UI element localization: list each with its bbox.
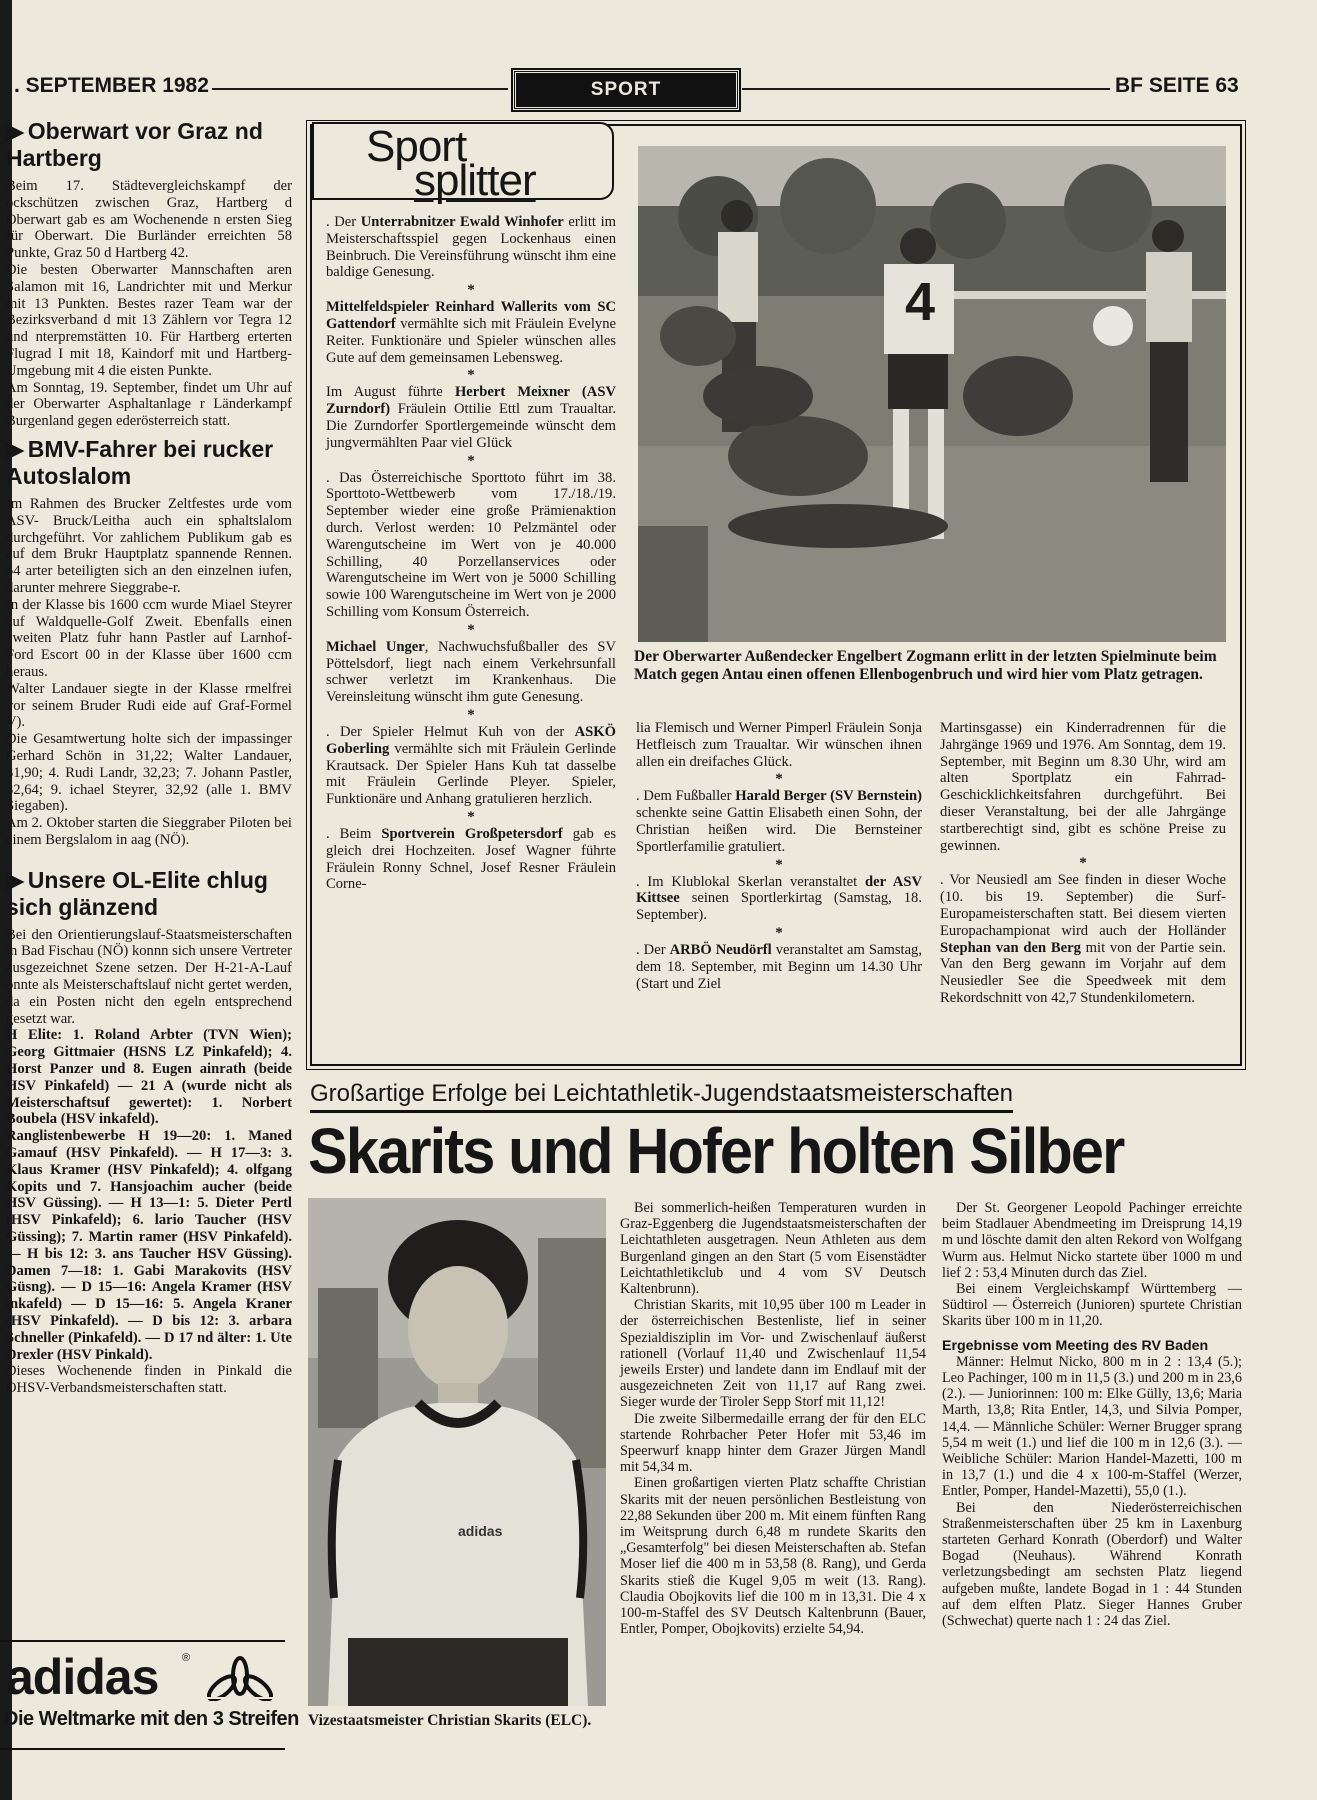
registered-mark: ® [182, 1652, 191, 1664]
section-label: SPORT [513, 70, 739, 110]
logo-line-1: Sport [366, 122, 467, 171]
ad-rule-bottom [0, 1748, 285, 1750]
paragraph: Christian Skarits, mit 10,95 über 100 m Leader in der österreichischen Bestenliste, lief in seiner Spezialdisziplin im Vor- und Zwischenlauf äußerst rationell (Vorlauf 11,40 und Zwischenlauf 11,54 jeweils Erster) und landete dann im Endlauf mit der ausgezeichneten Zeit von 11,17 auf Rang zwei. Sieger wurde der Tiroler Sepp Storf mit 11,12! [620, 1297, 926, 1411]
news-item: Mittelfeldspieler Reinhard Wallerits vom SC Gattendorf vermählte sich mit Fräulein Evelyne Reiter. Funktionäre und Spieler wünschen alles Gute auf dem gemeinsamen Lebensweg. [326, 299, 616, 366]
trefoil-logo-icon [200, 1654, 280, 1706]
article-kicker: Großartige Erfolge bei Leichtathletik-Jugendstaatsmeisterschaften [310, 1080, 1013, 1113]
separator-asterisk-icon: * [467, 452, 475, 469]
header-rule-right [742, 88, 1110, 90]
separator-asterisk-icon: * [467, 621, 475, 638]
separator-asterisk-icon: * [775, 771, 783, 788]
paragraph: Männer: Helmut Nicko, 800 m in 2 : 13,4 (5.); Leo Pachinger, 100 m in 11,5 (3.) und 200 m in 23,6 (2.). — Juniorinnen: 100 m: Elke Gülly, 13,6; Maria Marth, 13,8; Rita Entler, 14,3, und Silvia Pomper, 14,4. — Männliche Schüler: Werner Brugger sprang 5,54 m weit (1.) und lief die 100 m in 12,6 (3.). — Weibliche Schüler: Marion Handel-Mazetti, 100 m in 13,7 (1.) und die 4 x 100-m-Staffel (Werzer, Entler, Pomper, Handel-Mazetti), 55,0 (1.). [942, 1353, 1242, 1500]
paragraph: Am Sonntag, 19. September, findet um Uhr auf der Oberwarter Asphaltanlage r Länderkampf Burgenland gegen ederösterreich statt. [6, 379, 292, 430]
adidas-advertisement [0, 1648, 299, 1738]
news-item: . Der Spieler Helmut Kuh von der ASKÖ Goberling vermählte sich mit Fräulein Gerlinde Krautsack. Der Spieler Hans Kuh tat dasselbe mit Fräulein Gerlinde Pleyer. Spieler, Funktionäre und Anhang gratulieren herzlich. [326, 723, 616, 808]
article-headline: ▶ BMV-Fahrer bei rucker Autoslalom [6, 435, 274, 489]
paragraph: Die zweite Silbermedaille errang der für den ELC startende Rohrbacher Peter Hofer mit 53,46 im Speerwurf knapp hinter dem Grazer Jürgen Mandl mit 54,34 m. [620, 1410, 926, 1476]
ad-rule-top [0, 1640, 285, 1642]
results-subheading: Ergebnisse vom Meeting des RV Baden [942, 1337, 1209, 1354]
paragraph: Ranglistenbewerbe H 19—20: 1. Maned Gamauf (HSV Pinkafeld). — H 17—3: 3. Klaus Kramer (HSV Pinkafeld); 4. olfgang Kopits und 7. Hansjoachim aucher (beide HSV Güssing). — H 13—1: 5. Dieter Pertl (HSV Pinkafeld); 6. lario Taucher (HSV Güssing); 7. Martin ramer (HSV Pinkafeld). — H bis 12: 3. ans Taucher HSV Güssing). Damen 7—18: 1. Gabi Marakovits (HSV Güsng). — D 15—16: Angela Kramer (HSV inkafeld) — D 15—16: 5. Angela Kraner (HSV Pinkafeld). — D bis 12: 3. arbara Schneller (Pinkafeld). — D 17 nd älter: 1. Ute Drexler (HSV Pinkald). [6, 1128, 292, 1363]
header-rule-left [212, 88, 508, 90]
page-number: BF SEITE 63 [1115, 74, 1239, 97]
news-item: Martinsgasse) ein Kinderradrennen für die Jahrgänge 1969 und 1976. Am Sonntag, dem 19. September, mit Beginn um 8.30 Uhr, wird am alten Sportplatz ein Fahrrad-Geschicklichkeitsfahren durchgeführt. Bei dieser Veranstaltung, bei der alle Jahrgänge startberechtigt sind, gibt es schöne Preise zu gewinnen. [940, 720, 1226, 854]
paragraph: In der Klasse bis 1600 ccm wurde Miael Steyrer auf Waldquelle-Golf Zweit. Ebenfalls einen zweiten Platz fuhr hann Pastler auf Larnhof-Ford Escort 00 in der Klasse über 1600 ccm heraus. [6, 596, 292, 680]
jersey-number: 4 [904, 272, 936, 332]
ad-brand: adidas [6, 1649, 159, 1705]
paragraph: Am 2. Oktober starten die Sieggraber Piloten bei einem Bergslalom in aag (NÖ). [6, 815, 292, 848]
shirt-logo-text: adidas [458, 1523, 503, 1539]
paragraph: Bei sommerlich-heißen Temperaturen wurden in Graz-Eggenberg die Jugendstaatsmeisterschaften der Leichtathleten ausgetragen. Neun Athleten aus dem Burgenland gingen an den Start (5 vom Eisenstädter Leichtathletikclub und 4 vom SV Deutsch Kaltenbrunn). [620, 1200, 926, 1298]
article-headline: Skarits und Hofer holten Silber [308, 1115, 1124, 1187]
paragraph: H Elite: 1. Roland Arbter (TVN Wien); Georg Gittmaier (HSNS LZ Pinkafeld); 4. Horst Panzer und 8. Eugen ainrath (beide HSV Pinkafeld) — 21 A (wurde nicht als Meisterschaftsuf gewertet): 1. Norbert Boubela (HSV inkafeld). [6, 1027, 292, 1128]
news-item: . Der ARBÖ Neudörfl veranstaltet am Samstag, dem 18. September, mit Beginn um 14.30 Uhr (Start und Ziel [636, 941, 922, 992]
paragraph: Die Gesamtwertung holte sich der impassinger Gerhard Schön in 31,22; Walter Landauer, 31,90; 4. Rudi Landr, 32,23; 7. Johann Pastler, 32,64; 9. ichael Steyrer, 32,92 (alle 1. BMV Siegaben). [6, 731, 292, 815]
paragraph: Walter Landauer siegte in der Klasse rmelfrei vor seinem Bruder Rudi eide auf Graf-Formel V). [6, 680, 292, 731]
skarits-portrait-photo [308, 1198, 606, 1706]
news-item: . Das Österreichische Sporttoto führt im 38. Sporttoto-Wettbewerb vom 17./18./19. September wieder eine große Prämienaktion durch. Verlost werden: 10 Pelzmäntel oder Warengutscheine im Wert von je 40.000 Schilling, 40 Porzellanservices oder Warengutscheine im Wert von je 5000 Schilling sowie 100 Warengutscheine im Wert von je 2000 Schilling vom Konsum Österreich. [326, 469, 616, 620]
separator-asterisk-icon: * [467, 282, 475, 299]
article-headline: ▶ Oberwart vor Graz nd Hartberg [6, 118, 263, 171]
separator-asterisk-icon: * [467, 808, 475, 825]
separator-asterisk-icon: * [467, 706, 475, 723]
sportsplitter-logo [312, 122, 614, 205]
sportsplitter-column-2 [636, 720, 922, 992]
paragraph: Im Rahmen des Brucker Zeltfestes urde vom ASV- Bruck/Leitha auch ein sphaltslalom durchgeführt. Vor zahlichem Publikum gab es auf dem Brukr Hauptplatz spannende Rennen. 54 arter beteiligten sich an den einzelnen iufen, darunter mehrere Sieggrabe-r. [6, 495, 292, 596]
portrait-photo-caption: Vizestaatsmeister Christian Skarits (ELC). [308, 1712, 592, 1729]
portrait-illustration [308, 1198, 606, 1706]
article-headline: ▶ Unsere OL-Elite chlug sich glänzend [6, 866, 268, 920]
paragraph: Dieses Wochenende finden in Pinkald die OHSV-Verbandsmeisterschaften statt. [6, 1363, 292, 1397]
news-item: . Der Unterrabnitzer Ewald Winhofer erlitt im Meisterschaftsspiel gegen Lockenhaus einen Beinbruch. Die Vereinsführung wünscht ihm eine baldige Genesung. [326, 214, 616, 281]
news-item: Im August führte Herbert Meixner (ASV Zurndorf) Fräulein Ottilie Ettl zum Traualtar. Die Zurndorfer Sportlergemeinde wünscht dem jungvermählten Paar viel Glück [326, 384, 616, 451]
news-item: . Dem Fußballer Harald Berger (SV Bernstein) schenkte seine Gattin Elisabeth einen Sohn, der Christian heißen wird. Die Bernsteiner Sportlerfamilie gratuliert. [636, 788, 922, 855]
separator-asterisk-icon: * [1079, 855, 1087, 872]
paragraph: Der St. Georgener Leopold Pachinger erreichte beim Stadlauer Abendmeeting im Dreisprung 14,19 m und löschte damit den alten Rekord von Wolfgang Wurm aus. Helmut Nicko startete über 1000 m und lief 2 : 53,4 Minuten durch das Ziel. [942, 1200, 1242, 1281]
football-photo-caption: Der Oberwarter Außendecker Engelbert Zogmann erlitt in der letzten Spielminute beim Match gegen Antau einen offenen Ellenbogenbruch und wird hier vom Platz getragen. [634, 648, 1217, 683]
sportsplitter-column-1 [326, 214, 616, 893]
news-item: . Vor Neusiedl am See finden in dieser Woche (10. bis 19. September) die Surf-Europameisterschaften statt. Bei diesem vierten Europachampionat wird auch der Holländer Stephan van den Berg mit von der Partie sein. Van den Berg gewann im Vorjahr auf dem Neusiedler See die Speedweek mit dem Rekordschnitt von 42,7 Stundenkilometern. [940, 872, 1226, 1006]
photo-illustration [638, 146, 1226, 642]
main-article-column-2 [942, 1200, 1242, 1629]
separator-asterisk-icon: * [775, 924, 783, 941]
separator-asterisk-icon: * [467, 367, 475, 384]
paragraph: Die besten Oberwarter Mannschaften aren Salamon mit 16, Landrichter mit und Merkur mit 13 Punkten. Bestes razer Team war der Bezirksverband d mit 13 Zählern vor Tegra 12 und nterpremstätten 10. Für Hartberg erterten Flugrad I mit 18, Kaindorf mit und Hartberg-Umgebung mit 4 die eisten Punkte. [6, 261, 292, 379]
paragraph: Bei einem Vergleichskampf Württemberg — Südtirol — Österreich (Junioren) spurtete Christian Skarits über 100 m in 11,20. [942, 1281, 1242, 1330]
ad-slogan: Die Weltmarke mit den 3 Streifen [4, 1708, 299, 1730]
separator-asterisk-icon: * [775, 856, 783, 873]
paragraph: Bei den Niederösterreichischen Straßenmeisterschaften über 25 km in Laxenburg starteten Gerhard Konrath (Oberdorf) und Walter Bogad (Neuhaus). Während Konrath verletzungsbedingt am sechsten Platz liegend aufgeben mußte, landete Bogad in 1 : 44 Stunden auf dem elften Platz. Sieger Hannes Gruber (Schwechat) querte nach 1 : 24 das Ziel. [942, 1499, 1242, 1630]
left-column [6, 112, 292, 1397]
sportsplitter-column-3 [940, 720, 1226, 1007]
football-injury-photo [638, 146, 1226, 642]
news-item: lia Flemisch und Werner Pimperl Fräulein Sonja Hetfleisch zum Traualtar. Wir wünschen ihnen allen ein dreifaches Glück. [636, 720, 922, 770]
paragraph: Beim 17. Städtevergleichskampf der ockschützen zwischen Graz, Hartberg d Oberwart gab es am Wochenende n ersten Sieg für Oberwart. Die Burländer erreichten 58 Punkte, Graz 50 d Hartberg 42. [6, 178, 292, 262]
news-item: . Beim Sportverein Großpetersdorf gab es gleich drei Hochzeiten. Josef Wagner führte Fräulein Ronny Schnel, Josef Resner Fräulein Corne- [326, 825, 616, 893]
issue-date: . SEPTEMBER 1982 [14, 74, 209, 97]
news-item: . Im Klublokal Skerlan veranstaltet der ASV Kittsee seinen Sportlerkirtag (Samstag, 18. September). [636, 873, 922, 924]
news-item: Michael Unger, Nachwuchsfußballer des SV Pöttelsdorf, liegt nach einem Verkehrsunfall schwer verletzt im Krankenhaus. Die Vereinsleitung wünscht ihm gute Genesung. [326, 638, 616, 706]
main-article-column-1 [620, 1200, 926, 1637]
paragraph: Einen großartigen vierten Platz schaffte Christian Skarits mit der neuen persönlichen Bestleistung von 22,88 Sekunden über 200 m. Mit einem fünften Rang im Weitsprung durch 6,48 m rundete Skarits den „Gesamterfolg" bei diesen Meisterschaften ab. Stefan Moser lief die 400 m in 53,58 (8. Rang), und Gerda Skarits stieß die Kugel 9,05 m weit (13. Rang). Claudia Obojkovits lief die 100 m in 13,31. Die 4 x 100-m-Staffel des SV Deutsch Kaltenbrunn (Bauer, Entler, Pomper, Obojkovits) erzielte 54,94. [620, 1475, 926, 1638]
logo-line-2: splitter [414, 156, 536, 205]
paragraph: Bei den Orientierungslauf-Staatsmeisterschaften in Bad Fischau (NÖ) konnn sich unsere Vertreter ausgezeichnet Szene setzen. Der H-21-A-Lauf onnte als Meisterschaftslauf nicht gertet werden, da ein Posten nicht den egeln entsprechend gesetzt war. [6, 926, 292, 1027]
